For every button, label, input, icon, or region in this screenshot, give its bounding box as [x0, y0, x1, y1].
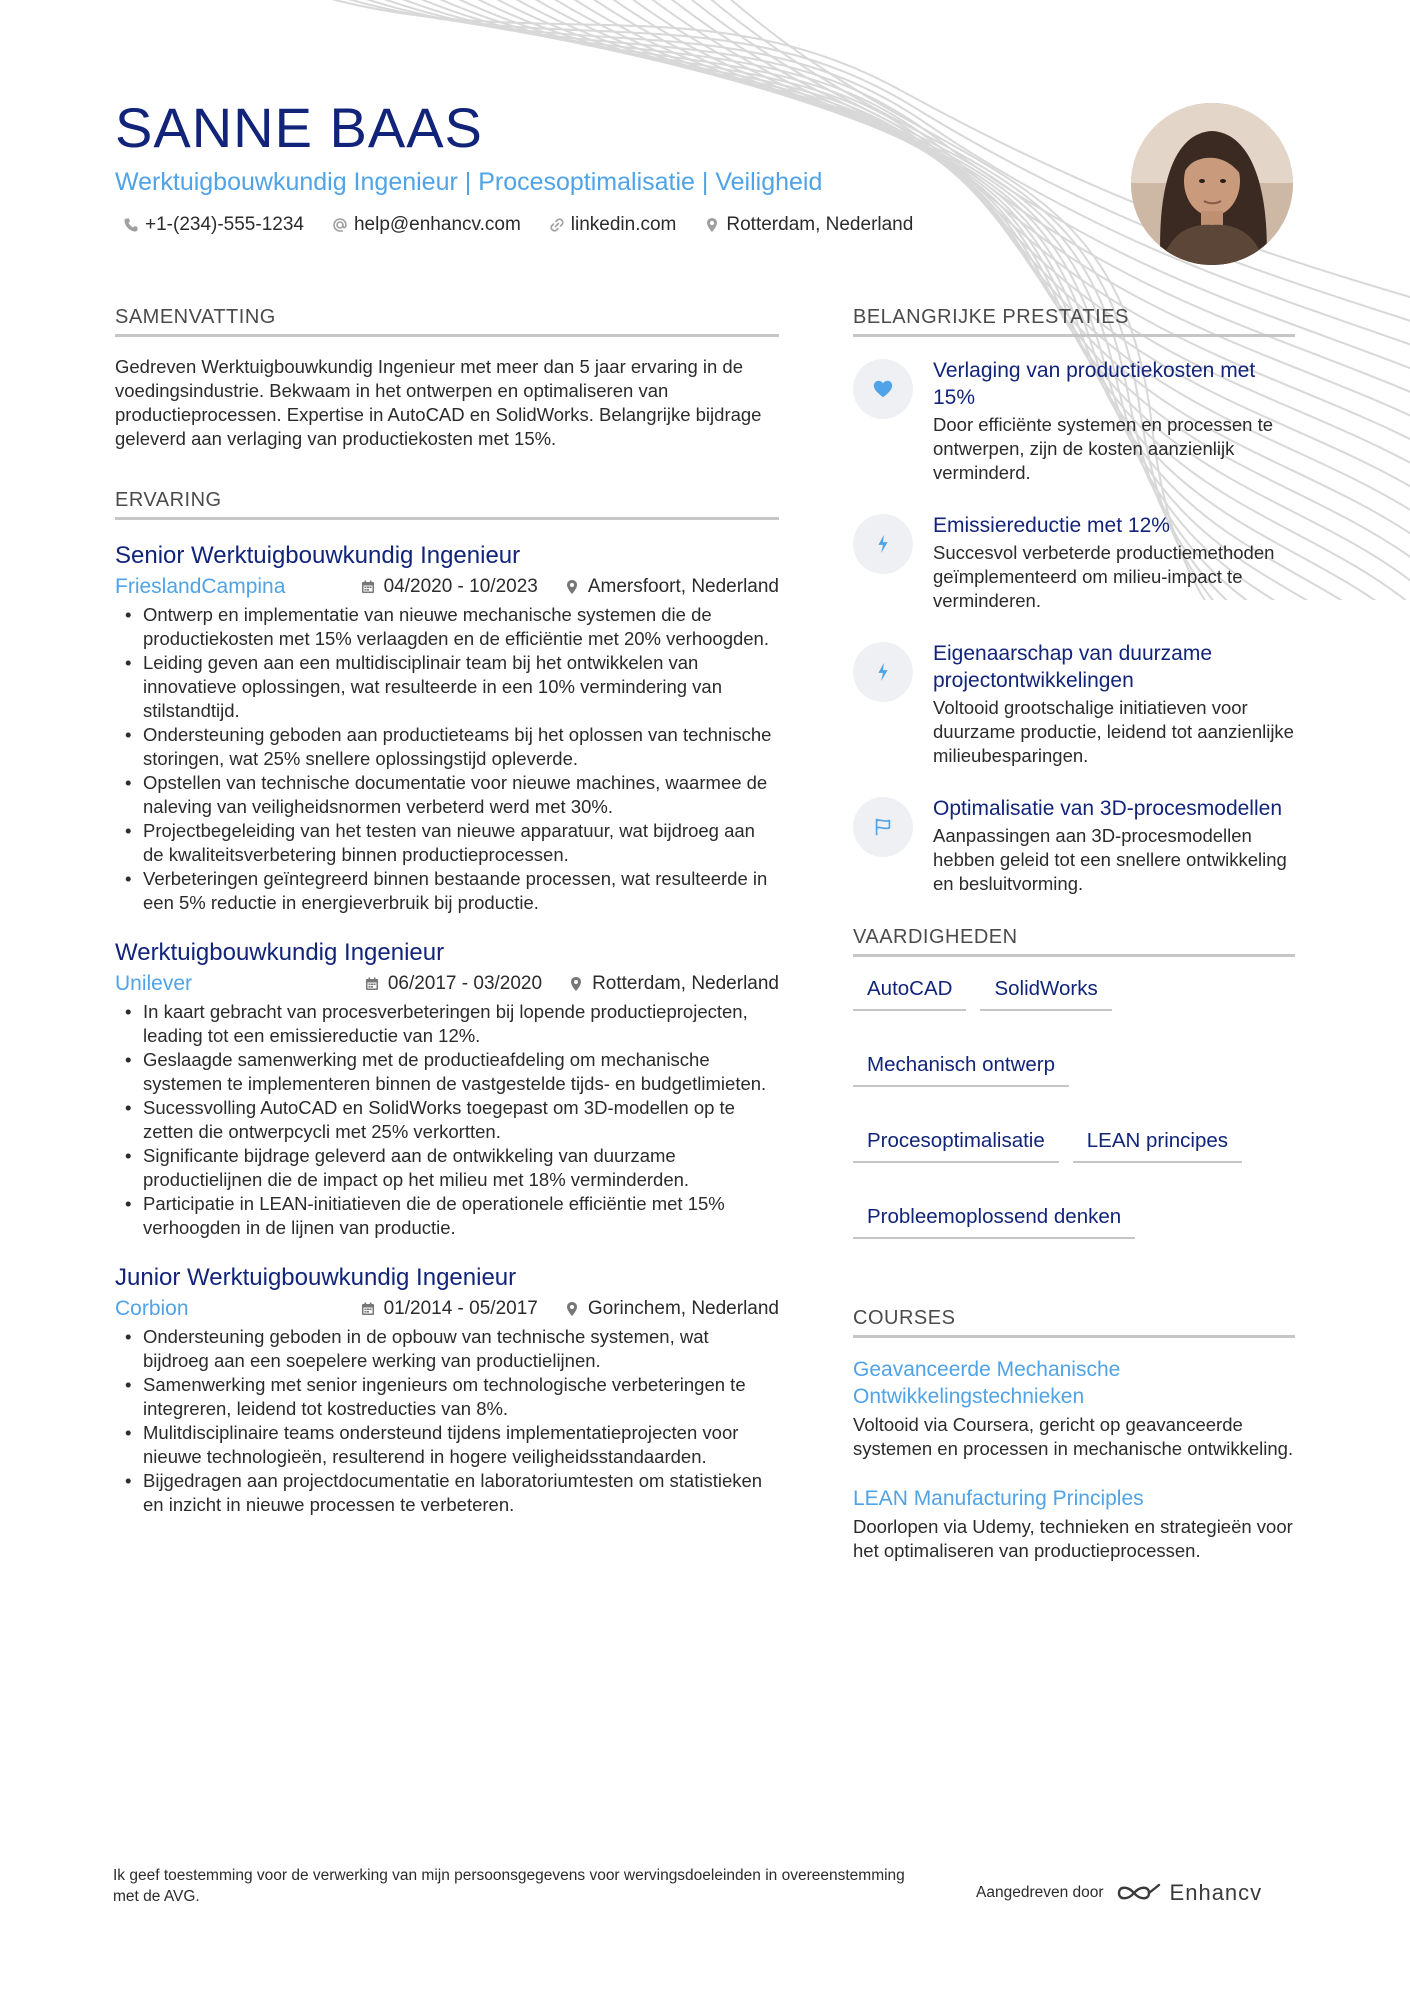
job-bullet: • Ondersteuning geboden aan productieteams bij het oplossen van technische storingen, wat 25% snellere oplossingstijd opleverde.: [115, 723, 779, 771]
job-bullet: • Verbeteringen geïntegreerd binnen bestaande processen, wat resulteerde in een 5% reductie in energieverbruik bij productie.: [115, 867, 779, 915]
achievements-section: [853, 306, 1295, 896]
job-title: Werktuigbouwkundig Ingenieur: [115, 939, 445, 966]
job-dates: [364, 973, 542, 995]
job-bullet: • Ondersteuning geboden in de opbouw van technische systemen, wat bijdroeg aan een soepelere werking van productielijnen.: [115, 1325, 779, 1373]
skills-list: [853, 969, 1295, 1239]
location-pin-icon: [704, 217, 720, 233]
company-name: Corbion: [115, 1297, 189, 1320]
contact-email[interactable]: [332, 214, 521, 236]
job-title: Senior Werktuigbouwkundig Ingenieur: [115, 542, 521, 569]
job-bullet: • Leiding geven aan een multidisciplinair team bij het ontwikkelen van innovatieve oplossingen, wat resulteerde in een 10% vermindering van stilstandtijd.: [115, 651, 779, 723]
achievement-description: Door efficiënte systemen en processen te ontwerpen, zijn de kosten aanzienlijk verminderd.: [933, 414, 1274, 483]
achievement-item: [853, 357, 1295, 485]
job-meta: [115, 972, 779, 996]
achievement-title: Verlaging van productiekosten met 15%: [933, 359, 1256, 409]
achievement-item: [853, 640, 1295, 768]
company-name: Unilever: [115, 972, 193, 995]
location-pin-icon: [568, 976, 584, 992]
skill-tag: Mechanisch ontwerp: [853, 1045, 1069, 1087]
link-icon: [549, 217, 565, 233]
achievement-title: Emissiereductie met 12%: [933, 514, 1170, 537]
course-description: Doorlopen via Udemy, technieken en strategieën voor het optimaliseren van productieprocessen.: [853, 1516, 1293, 1561]
enhancv-wordmark: Enhancv: [1169, 1880, 1263, 1905]
skill-tag: SolidWorks: [980, 969, 1111, 1011]
left-column: [115, 306, 779, 1539]
job-bullets: [115, 1325, 779, 1517]
achievements-heading: BELANGRIJKE PRESTATIES: [853, 306, 1295, 337]
job-location-text: Rotterdam, Nederland: [592, 973, 779, 994]
location-pin-icon: [564, 1301, 580, 1317]
job-bullet: • Mulitdisciplinaire teams ondersteund tijdens implementatieprojecten voor nieuwe technologieën, resulterend in hogere veiligheidsstandaarden.: [115, 1421, 779, 1469]
job-details: [364, 973, 779, 995]
job-dates-text: 01/2014 - 05/2017: [383, 1298, 538, 1319]
right-column: [853, 306, 1295, 1587]
job-bullets: [115, 1000, 779, 1240]
achievement-title: Optimalisatie van 3D-procesmodellen: [933, 797, 1282, 820]
summary-heading: SAMENVATTING: [115, 306, 779, 337]
course-title: LEAN Manufacturing Principles: [853, 1487, 1144, 1510]
location-pin-icon: [564, 579, 580, 595]
avatar-illustration: [1131, 103, 1293, 265]
summary-section: [115, 306, 779, 451]
skills-heading: VAARDIGHEDEN: [853, 926, 1295, 957]
course-title: Geavanceerde Mechanische Ontwikkelingstechnieken: [853, 1358, 1121, 1408]
courses-section: [853, 1307, 1295, 1563]
job-dates-text: 06/2017 - 03/2020: [387, 973, 543, 994]
bolt-icon: [853, 642, 913, 702]
achievements-list: [853, 357, 1295, 896]
company-name: FrieslandCampina: [115, 575, 286, 598]
job-details: [360, 1298, 779, 1320]
calendar-icon: [360, 1301, 376, 1317]
powered-by-label: Aangedreven door: [976, 1884, 1104, 1901]
experience-section: [115, 489, 779, 1517]
achievement-body: [933, 795, 1295, 896]
job-bullet: • Participatie in LEAN-initiatieven die de operationele efficiëntie met 15% verhoogden in de lijnen van productie.: [115, 1192, 779, 1240]
candidate-headline: Werktuigbouwkundig Ingenieur | Procesoptimalisatie | Veiligheid: [115, 168, 823, 196]
achievement-item: [853, 512, 1295, 613]
job-bullets: [115, 603, 779, 915]
summary-text: Gedreven Werktuigbouwkundig Ingenieur met meer dan 5 jaar ervaring in de voedingsindustrie. Bekwaam in het ontwerpen en optimaliseren van productieprocessen. Expertise in AutoCAD en SolidWorks. Belangrijke bijdrage geleverd aan verlaging van productiekosten met 15%.: [115, 356, 762, 449]
job-bullet: • Geslaagde samenwerking met de productieafdeling om mechanische systemen te implementeren binnen de vastgestelde tijds- en budgetlimieten.: [115, 1048, 779, 1096]
course-description: Voltooid via Coursera, gericht op geavanceerde systemen en processen in mechanische ontwikkeling.: [853, 1414, 1294, 1459]
job-location: [564, 1298, 779, 1320]
phone-icon: [123, 217, 139, 233]
consent-text: Ik geef toestemming voor de verwerking van mijn persoonsgegevens voor wervingsdoeleinden in overeenstemming met de AVG.: [113, 1867, 905, 1905]
achievement-body: [933, 640, 1295, 768]
job-bullet: • In kaart gebracht van procesverbeteringen bij lopende productieprojecten, leading tot een emissiereductie van 12%.: [115, 1000, 779, 1048]
courses-list: [853, 1356, 1295, 1563]
job-meta: [115, 1297, 779, 1321]
phone-text: +1-(234)-555-1234: [145, 214, 304, 235]
job-bullet: • Samenwerking met senior ingenieurs om technologische verbeteringen te integreren, leidend tot kostreducties van 8%.: [115, 1373, 779, 1421]
experience-entry: [115, 937, 779, 1240]
achievement-description: Voltooid grootschalige initiatieven voor duurzame productie, leidend tot aanzienlijke milieubesparingen.: [933, 697, 1294, 766]
enhancv-logo-icon: [1116, 1881, 1162, 1905]
skill-tag: AutoCAD: [853, 969, 966, 1011]
job-location-text: Amersfoort, Nederland: [587, 576, 779, 597]
job-bullet: • Ontwerp en implementatie van nieuwe mechanische systemen die de productiekosten met 15% verlaagden en de efficiëntie met 20% verhoogden.: [115, 603, 779, 651]
job-details: [360, 576, 779, 598]
experience-list: [115, 540, 779, 1517]
job-dates: [360, 1298, 538, 1320]
candidate-name: SANNE BAAS: [115, 96, 483, 159]
experience-entry: [115, 1262, 779, 1517]
achievement-body: [933, 357, 1295, 485]
job-bullet: • Sucessvolling AutoCAD en SolidWorks toegepast om 3D-modellen op te zetten die ontwerpcycli met 25% verkortten.: [115, 1096, 779, 1144]
experience-heading: ERVARING: [115, 489, 779, 520]
skill-tag: Procesoptimalisatie: [853, 1121, 1059, 1163]
at-icon: [332, 217, 348, 233]
resume-header: [115, 96, 1115, 236]
job-location-text: Gorinchem, Nederland: [587, 1298, 779, 1319]
powered-by: [976, 1880, 1262, 1906]
contact-location: [704, 214, 913, 236]
job-title: Junior Werktuigbouwkundig Ingenieur: [115, 1264, 517, 1291]
job-meta: [115, 575, 779, 599]
courses-heading: COURSES: [853, 1307, 1295, 1338]
achievement-item: [853, 795, 1295, 896]
job-bullet: • Significante bijdrage geleverd aan de ontwikkeling van duurzame productielijnen die de impact op het milieu met 18% verminderden.: [115, 1144, 779, 1192]
job-location: [564, 576, 779, 598]
job-bullet: • Projectbegeleiding van het testen van nieuwe apparatuur, wat bijdroeg aan de kwaliteitsverbetering binnen productieprocessen.: [115, 819, 779, 867]
achievement-body: [933, 512, 1295, 613]
job-location: [568, 973, 779, 995]
profile-photo: [1131, 103, 1293, 265]
calendar-icon: [364, 976, 380, 992]
contact-linkedin[interactable]: [549, 214, 677, 236]
job-dates-text: 04/2020 - 10/2023: [383, 576, 538, 597]
enhancv-logo[interactable]: [1116, 1880, 1263, 1906]
calendar-icon: [360, 579, 376, 595]
bolt-icon: [853, 514, 913, 574]
linkedin-text: linkedin.com: [570, 214, 677, 235]
experience-entry: [115, 540, 779, 915]
course-item: [853, 1356, 1295, 1461]
achievement-title: Eigenaarschap van duurzame projectontwikkelingen: [933, 642, 1213, 692]
job-dates: [360, 576, 538, 598]
achievement-description: Aanpassingen aan 3D-procesmodellen hebben geleid tot een snellere ontwikkeling en besluitvorming.: [933, 825, 1287, 894]
contact-bar: [115, 214, 1115, 236]
email-text: help@enhancv.com: [353, 214, 521, 235]
heart-icon: [853, 359, 913, 419]
course-item: [853, 1485, 1295, 1563]
contact-phone[interactable]: [123, 214, 304, 236]
skills-section: [853, 926, 1295, 1239]
skill-tag: Probleemoplossend denken: [853, 1197, 1135, 1239]
achievement-description: Succesvol verbeterde productiemethoden geïmplementeerd om milieu-impact te verminderen.: [933, 542, 1275, 611]
flag-icon: [853, 797, 913, 857]
job-bullet: • Bijgedragen aan projectdocumentatie en laboratoriumtesten om statistieken en inzicht in nieuwe processen te verbeteren.: [115, 1469, 779, 1517]
skill-tag: LEAN principes: [1073, 1121, 1242, 1163]
location-text: Rotterdam, Nederland: [726, 214, 914, 235]
job-bullet: • Opstellen van technische documentatie voor nieuwe machines, waarmee de naleving van veiligheidsnormen verbeterd werd met 30%.: [115, 771, 779, 819]
